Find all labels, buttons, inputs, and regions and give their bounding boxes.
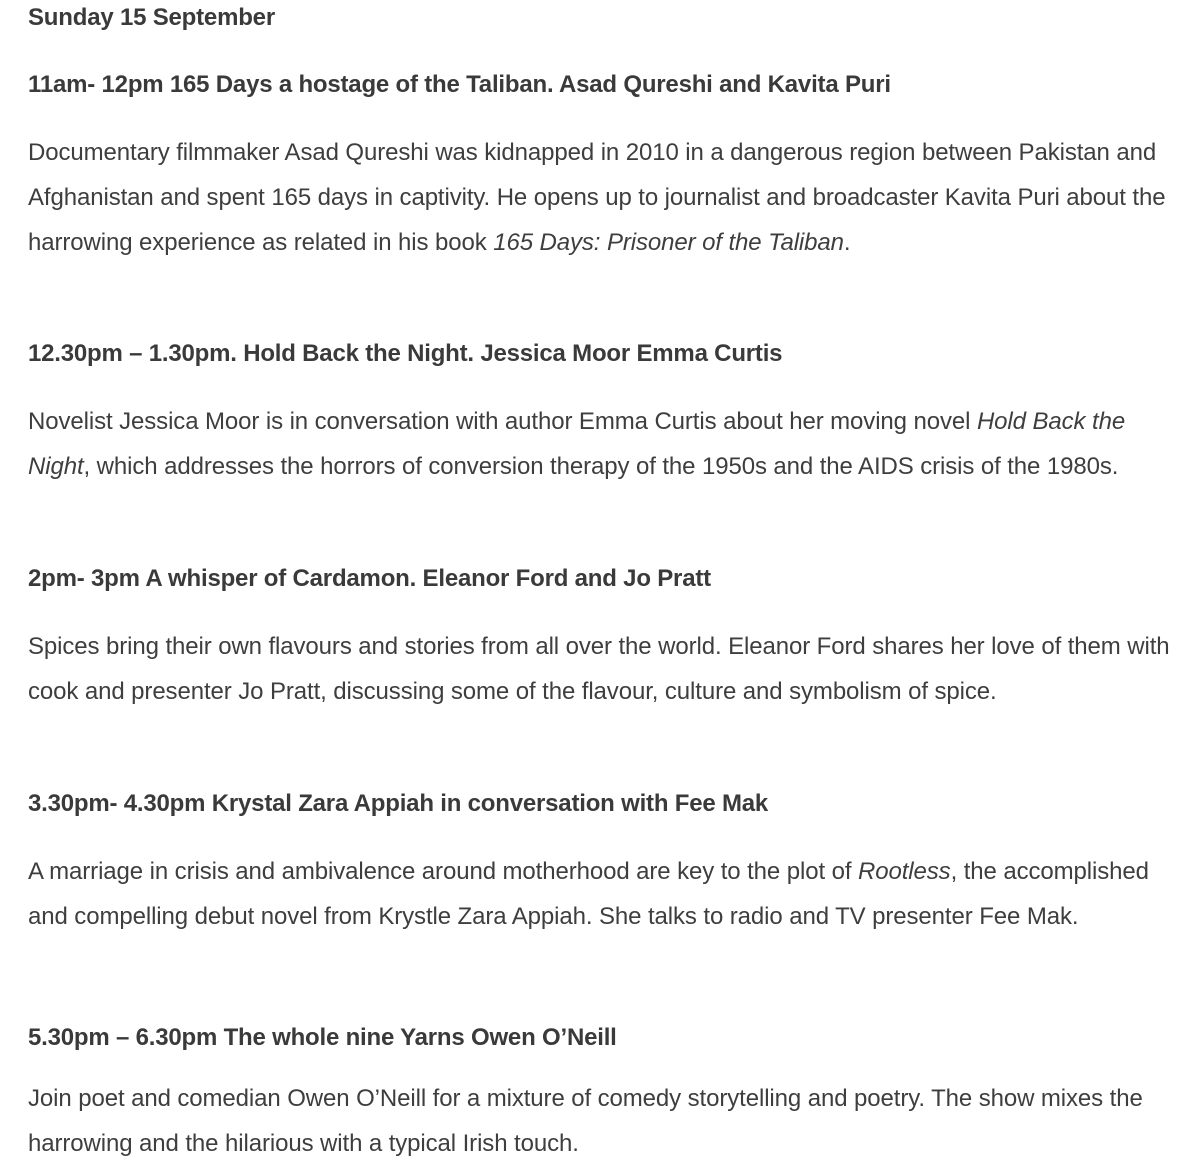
description-text: , the accomplished and compelling debut novel from Krystle Zara Appiah. She talks to radio and TV presenter Fee Mak. xyxy=(28,858,1149,930)
event-title: 11am- 12pm 165 Days a hostage of the Taliban. Asad Qureshi and Kavita Puri xyxy=(28,71,891,98)
event-title: 12.30pm – 1.30pm. Hold Back the Night. Jessica Moor Emma Curtis xyxy=(28,340,783,367)
book-title: Hold Back the Night xyxy=(28,408,1126,480)
event-description xyxy=(28,399,1178,489)
description-text: Spices bring their own flavours and stories from all over the world. Eleanor Ford shares her love of them with cook and presenter Jo Pratt, discussing some of the flavour, culture and symbolism of spice. xyxy=(28,633,1170,705)
book-title: Rootless xyxy=(858,858,951,885)
description-text: A marriage in crisis and ambivalence around motherhood are key to the plot of xyxy=(28,858,858,885)
event-title: 2pm- 3pm A whisper of Cardamon. Eleanor Ford and Jo Pratt xyxy=(28,565,711,592)
description-text: Join poet and comedian Owen O’Neill for a mixture of comedy storytelling and poetry. The show mixes the harrowing and the hilarious with a typical Irish touch. xyxy=(28,1085,1143,1157)
event-description xyxy=(28,849,1178,939)
book-title: 165 Days: Prisoner of the Taliban xyxy=(493,229,844,256)
date-heading: Sunday 15 September xyxy=(28,4,275,31)
description-text: Novelist Jessica Moor is in conversation with author Emma Curtis about her moving novel xyxy=(28,408,977,435)
event-description xyxy=(28,1076,1178,1166)
event-title: 3.30pm- 4.30pm Krystal Zara Appiah in conversation with Fee Mak xyxy=(28,790,769,817)
description-text: . xyxy=(843,229,851,256)
event-title: 5.30pm – 6.30pm The whole nine Yarns Owen O’Neill xyxy=(28,1024,617,1051)
event-description xyxy=(28,624,1178,714)
description-text: , which addresses the horrors of conversion therapy of the 1950s and the AIDS crisis of the 1980s. xyxy=(83,453,1119,480)
description-text: Documentary filmmaker Asad Qureshi was kidnapped in 2010 in a dangerous region between Pakistan and Afghanistan and spent 165 days in captivity. He opens up to journalist and broadcaster Kavita Puri about the harrowing experience as related in his book xyxy=(28,139,1166,256)
event-description xyxy=(28,130,1178,265)
